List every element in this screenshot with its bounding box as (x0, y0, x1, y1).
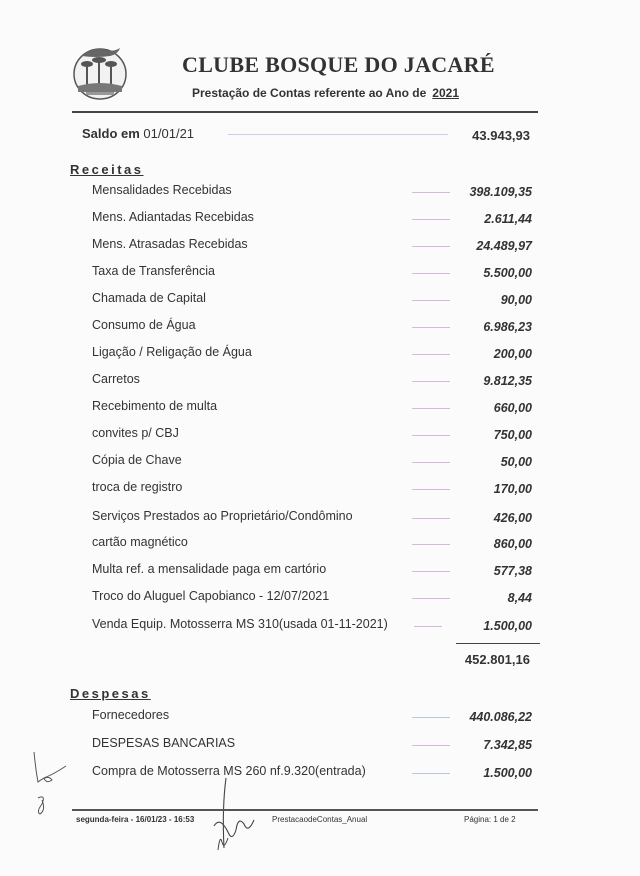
receita-row (92, 509, 532, 529)
despesa-row (92, 764, 532, 784)
receita-value: 6.986,23 (483, 320, 532, 334)
leader-line (412, 773, 450, 774)
receita-label: Serviços Prestados ao Proprietário/Condômino (92, 509, 353, 523)
leader-line (412, 273, 450, 274)
leader-line (412, 381, 450, 382)
leader-line (412, 518, 450, 519)
receita-row (92, 453, 532, 473)
footer-divider (72, 809, 538, 811)
leader-line (412, 489, 450, 490)
receita-value: 8,44 (507, 591, 532, 605)
footer-filename: PrestacaodeContas_Anual (272, 815, 368, 824)
subtitle-text: Prestação de Contas referente ao Ano de (192, 86, 427, 100)
leader-line (412, 745, 450, 746)
receita-value: 2.611,44 (484, 212, 532, 226)
receita-row (92, 183, 532, 203)
receitas-heading: Receitas (70, 162, 144, 177)
leader-line (412, 435, 450, 436)
report-year: 2021 (432, 86, 459, 100)
receita-value: 426,00 (493, 511, 532, 525)
leader-line (412, 219, 450, 220)
leader-line (412, 246, 450, 247)
receita-value: 170,00 (493, 482, 532, 496)
signature (204, 776, 260, 854)
saldo-value: 43.943,93 (472, 128, 530, 143)
club-logo (72, 42, 128, 100)
receitas-total: 452.801,16 (464, 652, 530, 667)
receita-value: 750,00 (493, 428, 532, 442)
receita-row (92, 535, 532, 555)
saldo-row (82, 126, 194, 141)
saldo-label: Saldo em (82, 126, 140, 141)
receita-row (92, 264, 532, 284)
report-subtitle (192, 86, 459, 100)
despesa-value: 440.086,22 (469, 710, 532, 724)
footer-page-number: Página: 1 de 2 (464, 815, 516, 824)
receita-row (92, 318, 532, 338)
receita-value: 660,00 (493, 401, 532, 415)
despesa-label: Compra de Motosserra MS 260 nf.9.320(entrada) (92, 764, 366, 778)
saldo-date: 01/01/21 (143, 126, 195, 141)
leader-line (414, 626, 442, 627)
despesas-heading: Despesas (70, 686, 151, 701)
receita-label: Consumo de Água (92, 318, 196, 332)
leader-line (412, 408, 450, 409)
receita-row (92, 372, 532, 392)
despesa-label: DESPESAS BANCARIAS (92, 736, 236, 750)
club-title: CLUBE BOSQUE DO JACARÉ (182, 52, 495, 77)
leader-line (412, 354, 450, 355)
receita-value: 24.489,97 (476, 239, 532, 253)
receita-row (92, 291, 532, 311)
despesa-value: 1.500,00 (483, 766, 532, 780)
receita-value: 398.109,35 (469, 185, 532, 199)
receita-label: convites p/ CBJ (92, 426, 179, 440)
receita-label: Troco do Aluguel Capobianco - 12/07/2021 (92, 589, 330, 603)
despesa-row (92, 736, 532, 756)
receita-value: 5.500,00 (483, 266, 532, 280)
receita-label: Multa ref. a mensalidade paga em cartório (92, 562, 327, 576)
receita-label: Mens. Atrasadas Recebidas (92, 237, 248, 251)
receita-row (92, 345, 532, 365)
handwritten-mark (28, 748, 68, 818)
header-divider (72, 111, 538, 113)
receita-label: Recebimento de multa (92, 399, 218, 413)
receita-label: Carretos (92, 372, 140, 386)
receita-row (92, 480, 532, 500)
leader-line (412, 544, 450, 545)
receita-row (92, 426, 532, 446)
total-divider (456, 643, 540, 644)
receita-row (92, 562, 532, 582)
leader-line (412, 598, 450, 599)
receita-row (92, 210, 532, 230)
receita-label: cartão magnético (92, 535, 188, 549)
receita-label: Taxa de Transferência (92, 264, 215, 278)
receita-value: 577,38 (493, 564, 532, 578)
receita-value: 200,00 (493, 347, 532, 361)
footer-date: segunda-feira - 16/01/23 - 16:53 (76, 815, 195, 824)
receita-row (92, 237, 532, 257)
despesa-label: Fornecedores (92, 708, 170, 722)
receita-row (92, 399, 532, 419)
receita-label: Mensalidades Recebidas (92, 183, 232, 197)
leader-line (412, 571, 450, 572)
leader-line (412, 717, 450, 718)
receita-label: Cópia de Chave (92, 453, 182, 467)
receita-label: troca de registro (92, 480, 183, 494)
receita-label: Chamada de Capital (92, 291, 206, 305)
despesa-value: 7.342,85 (483, 738, 532, 752)
saldo-leader (228, 134, 448, 135)
leader-line (412, 327, 450, 328)
receita-label: Venda Equip. Motosserra MS 310(usada 01-11-2021) (92, 617, 388, 631)
leader-line (412, 192, 450, 193)
receita-row (92, 589, 532, 609)
leader-line (412, 300, 450, 301)
receita-value: 1.500,00 (483, 619, 532, 633)
receita-value: 9.812,35 (483, 374, 532, 388)
leader-line (412, 462, 450, 463)
receita-value: 50,00 (500, 455, 532, 469)
receita-value: 860,00 (493, 537, 532, 551)
despesa-row (92, 708, 532, 728)
receita-row (92, 617, 532, 637)
receita-label: Mens. Adiantadas Recebidas (92, 210, 254, 224)
receita-label: Ligação / Religação de Água (92, 345, 252, 359)
receita-value: 90,00 (500, 293, 532, 307)
